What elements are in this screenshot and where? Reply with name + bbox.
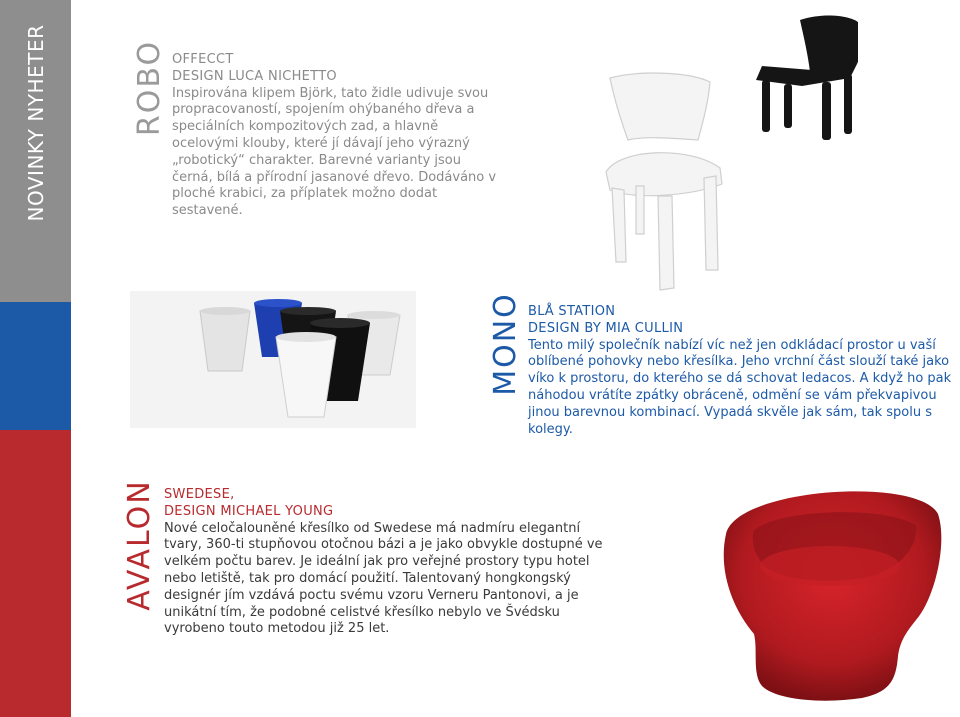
avalon-article	[164, 487, 604, 638]
robo-designer-line	[172, 69, 502, 86]
avalon-title: AVALON	[122, 479, 157, 611]
side-stripe-blue	[0, 302, 71, 430]
side-title: NOVINKY NYHETER	[24, 24, 48, 222]
robo-design-prefix: DESIGN	[172, 68, 229, 84]
robo-designer: LUCA NICHETTO	[228, 68, 337, 84]
white-chair	[606, 73, 722, 290]
robo-chairs-photo	[540, 0, 960, 300]
robo-title: ROBO	[132, 39, 167, 137]
avalon-armchair-photo	[712, 470, 952, 706]
robo-text: Inspirována klipem Björk, tato židle udivuje svou propracovaností, spojením ohýbaného dřeva a speciálních kompozitových zad, a hlavně ocelovými klouby, které jí dávají jeho výrazný „robotický“ charakter. Barevné varianty jsou černá, bílá a přírodní jasanové dřevo. Dodáváno v ploché krabici, za příplatek možno dodat sestavené.	[172, 85, 497, 219]
stool-white-left	[200, 307, 250, 371]
mono-brand: BLÅ STATION	[528, 304, 616, 319]
mono-stools-photo	[130, 291, 416, 428]
avalon-text: Nové celočalouněné křesílko od Swedese má nadmíru elegantní tvary, 360-ti stupňovou otočnou bázi a je jako obvykle dostupné ve velkém počtu barev. Je ideální jak pro veřejné prostory typu hotel nebo letiště, tak pro domácí použití. Talentovaný hongkongský designér jím vzdává poctu svému vzoru Verneru Pantonovi, a je unikátní tím, že podobné celistvé křesílko nebylo ve Švédsku vyrobeno touto metodou již 25 let.	[164, 520, 603, 637]
mono-text: Tento milý společník nabízí víc než jen odkládací prostor u vaší oblíbené pohovky nebo křesílka. Jeho vrchní část slouží také jako víko k prostoru, do kterého se dá schovat ledacos. A když ho pak náhodou vrátíte zpátky obráceně, odmění se vám překvapivou jinou barevnou kombinací. Vypadá skvěle jak sám, tak spolu s kolegy.	[528, 337, 952, 437]
side-stripe-red	[0, 430, 71, 717]
red-armchair	[724, 491, 942, 700]
black-chair	[756, 16, 858, 140]
avalon-brand: SWEDESE,	[164, 487, 235, 502]
robo-brand: OFFECCT	[172, 52, 234, 67]
avalon-designer-line: DESIGN MICHAEL YOUNG	[164, 503, 334, 519]
mono-designer-line: DESIGN BY MIA CULLIN	[528, 320, 684, 336]
robo-article	[172, 52, 502, 220]
mono-article	[528, 304, 960, 438]
mono-title: MONO	[488, 292, 523, 396]
